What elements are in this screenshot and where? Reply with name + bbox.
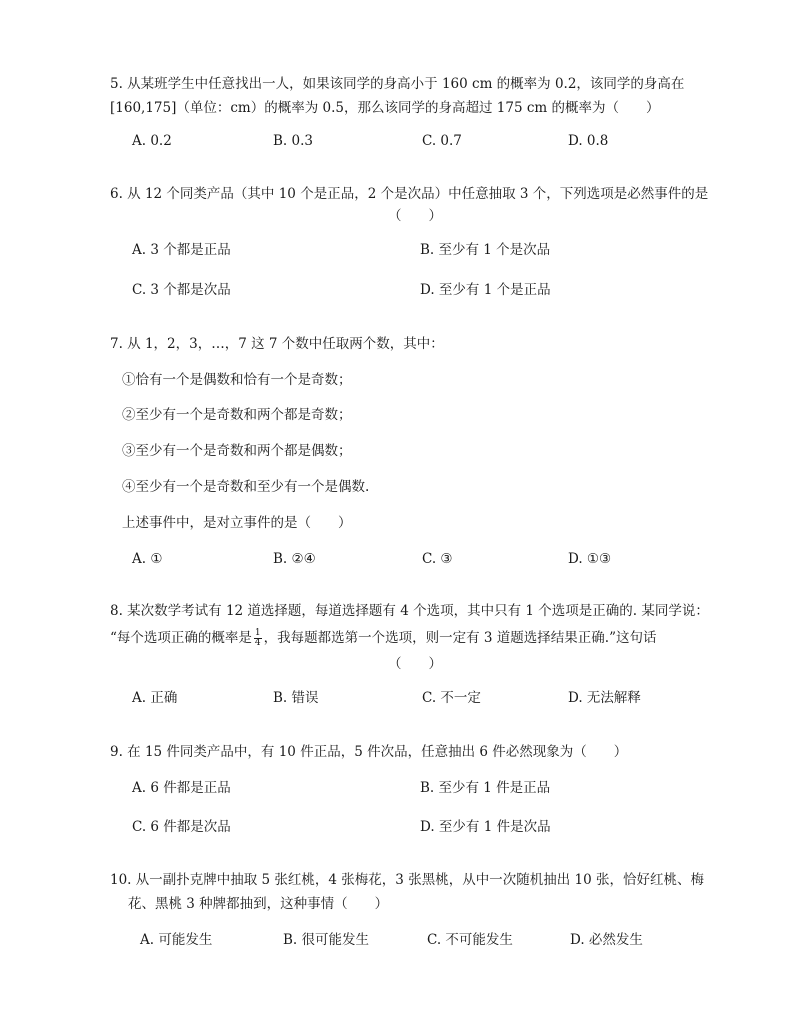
- q8-option-b: B. 错误: [273, 690, 319, 706]
- q5-stem-line1: 5. 从某班学生中任意找出一人，如果该同学的身高小于 160 cm 的概率为 0.2，该同学的身高在: [110, 76, 685, 92]
- q9-stem-line1: 9. 在 15 件同类产品中，有 10 件正品，5 件次品，任意抽出 6 件必然现象为（ ）: [110, 744, 628, 760]
- q7-option-a: A. ①: [132, 551, 163, 567]
- q8-fraction: [254, 629, 262, 648]
- q9-option-a: A. 6 件都是正品: [132, 780, 231, 796]
- q8-answer-paren: （ ）: [388, 656, 442, 672]
- q7-item-1: ①恰有一个是偶数和恰有一个是奇数；: [122, 372, 352, 388]
- q5-option-b: B. 0.3: [273, 133, 313, 149]
- q7-item-3: ③至少有一个是奇数和两个都是偶数；: [122, 443, 352, 459]
- q6-option-d: D. 至少有 1 个是正品: [420, 282, 551, 298]
- q6-option-c: C. 3 个都是次品: [132, 282, 231, 298]
- q8-option-d: D. 无法解释: [568, 690, 641, 706]
- q7-prompt: 上述事件中，是对立事件的是（ ）: [122, 515, 352, 531]
- q5-option-c: C. 0.7: [422, 133, 462, 149]
- q7-item-4: ④至少有一个是奇数和至少有一个是偶数.: [122, 479, 370, 495]
- q8-option-a: A. 正确: [132, 690, 178, 706]
- q8-stem-line2-post: ，我每题都选第一个选项，则一定有 3 道题选择结果正确.”这句话: [263, 630, 657, 646]
- q7-stem-line1: 7. 从 1，2，3，…，7 这 7 个数中任取两个数，其中：: [110, 336, 444, 352]
- q5-stem-line2: [160,175]（单位：cm）的概率为 0.5，那么该同学的身高超过 175 cm 的概率为（ ）: [110, 100, 660, 116]
- q9-option-b: B. 至少有 1 件是正品: [420, 780, 551, 796]
- q6-option-a: A. 3 个都是正品: [132, 242, 231, 258]
- q8-fraction-numerator: 1: [254, 628, 261, 638]
- q8-fraction-denominator: 4: [254, 638, 261, 648]
- q5-option-d: D. 0.8: [568, 133, 609, 149]
- q6-stem-line1: 6. 从 12 个同类产品（其中 10 个是正品，2 个是次品）中任意抽取 3 个，下列选项是必然事件的是: [110, 186, 709, 202]
- q10-option-a: A. 可能发生: [140, 932, 213, 948]
- q8-stem-line2-pre: “每个选项正确的概率是: [110, 630, 252, 646]
- q6-answer-paren: （ ）: [388, 208, 442, 224]
- q8-stem-line2: [110, 629, 657, 648]
- q8-stem-line1: 8. 某次数学考试有 12 道选择题，每道选择题有 4 个选项，其中只有 1 个选项是正确的. 某同学说：: [110, 603, 709, 619]
- q10-option-c: C. 不可能发生: [427, 932, 513, 948]
- q6-option-b: B. 至少有 1 个是次品: [420, 242, 551, 258]
- q7-option-d: D. ①③: [568, 551, 612, 567]
- q7-option-c: C. ③: [422, 551, 453, 567]
- q8-option-c: C. 不一定: [422, 690, 481, 706]
- q7-option-b: B. ②④: [273, 551, 316, 567]
- q7-item-2: ②至少有一个是奇数和两个都是奇数；: [122, 407, 352, 423]
- q10-option-d: D. 必然发生: [570, 932, 643, 948]
- q10-option-b: B. 很可能发生: [283, 932, 370, 948]
- q9-option-d: D. 至少有 1 件是次品: [420, 819, 551, 835]
- q10-stem-line2: 花、黑桃 3 种牌都抽到，这种事情（ ）: [128, 896, 389, 912]
- q9-option-c: C. 6 件都是次品: [132, 819, 231, 835]
- q10-stem-line1: 10. 从一副扑克牌中抽取 5 张红桃，4 张梅花，3 张黑桃，从中一次随机抽出 10 张，恰好红桃、梅: [110, 872, 704, 888]
- q5-option-a: A. 0.2: [132, 133, 172, 149]
